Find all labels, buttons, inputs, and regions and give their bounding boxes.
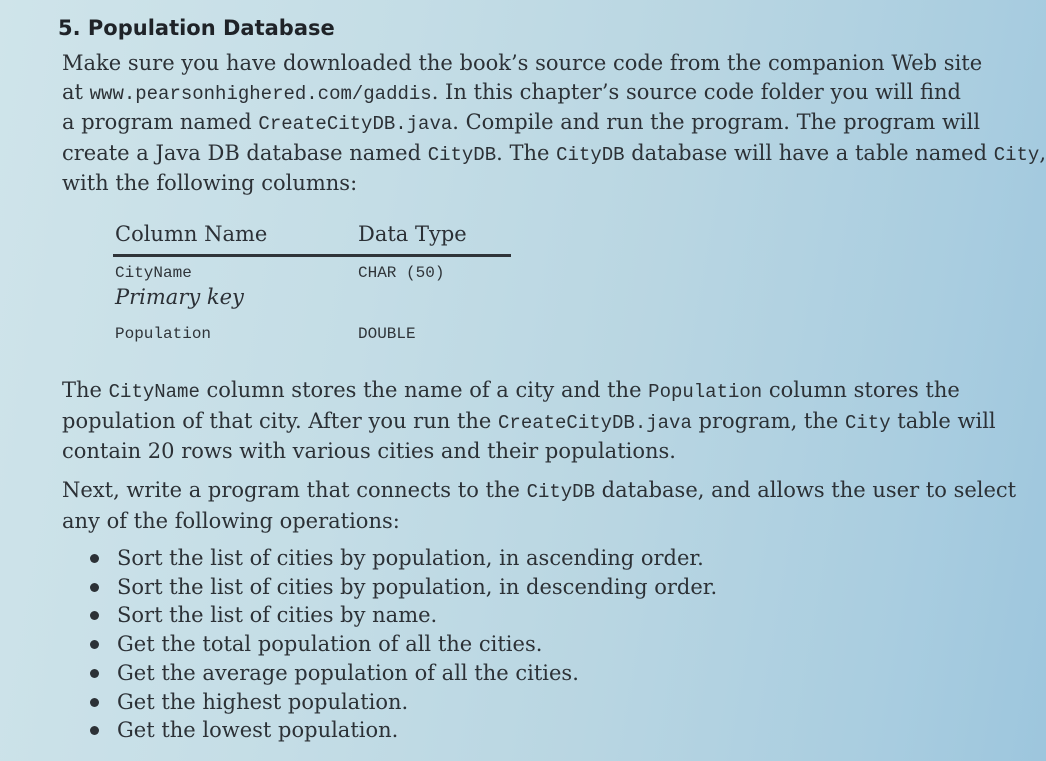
code-filename: CreateCityDB.java [258, 113, 453, 135]
intro-line-2: at www.pearsonhighered.com/gaddis. In this chapter’s source code folder you will find [62, 79, 961, 105]
intro-line-3: a program named CreateCityDB.java. Compile and run the program. The program will [62, 110, 981, 135]
bullet-icon [90, 669, 99, 678]
description-line-1: The CityName column stores the name of a city and the Population column stores the [62, 378, 960, 403]
task-line-1: Next, write a program that connects to the CityDB database, and allows the user to select [62, 478, 1017, 503]
list-item: Sort the list of cities by population, in ascending order. [86, 544, 717, 573]
table-header-data-type: Data Type [358, 222, 467, 246]
table-cell-note: Primary key [115, 285, 244, 309]
bullet-icon [90, 583, 99, 592]
task-paragraph [62, 476, 1017, 535]
table-cell-data-type: CHAR (50) [358, 264, 445, 282]
bullet-icon [90, 611, 99, 620]
bullet-icon [90, 698, 99, 707]
bullet-icon [90, 726, 99, 735]
list-item: Get the total population of all the cities. [86, 630, 717, 659]
description-line-2: population of that city. After you run the CreateCityDB.java program, the City table will [62, 408, 996, 434]
list-item: Get the highest population. [86, 688, 717, 717]
intro-line-1: Make sure you have downloaded the book’s source code from the companion Web site [62, 51, 983, 75]
table-cell-data-type: DOUBLE [358, 325, 416, 343]
intro-line-4: create a Java DB database named CityDB. The CityDB database will have a table named City, [62, 140, 1046, 166]
url-text: www.pearsonhighered.com/gaddis [89, 82, 432, 105]
operations-list [86, 544, 717, 745]
list-item: Sort the list of cities by population, in descending order. [86, 573, 717, 602]
bullet-icon [90, 640, 99, 649]
list-item: Get the average population of all the cities. [86, 659, 717, 688]
bullet-icon [90, 554, 99, 563]
intro-paragraph [62, 49, 1046, 198]
exercise-title: 5. Population Database [58, 16, 335, 40]
task-line-2: any of the following operations: [62, 508, 400, 533]
intro-line-5: with the following columns: [62, 171, 358, 195]
list-item: Get the lowest population. [86, 716, 717, 745]
table-cell-column-name: Population [115, 325, 212, 343]
table-header-rule [113, 254, 511, 257]
description-paragraph [62, 376, 996, 466]
description-line-3: contain 20 rows with various cities and their populations. [62, 439, 676, 463]
list-item: Sort the list of cities by name. [86, 601, 717, 630]
table-cell-column-name: CityName [115, 264, 192, 282]
table-header-column-name: Column Name [115, 222, 268, 246]
